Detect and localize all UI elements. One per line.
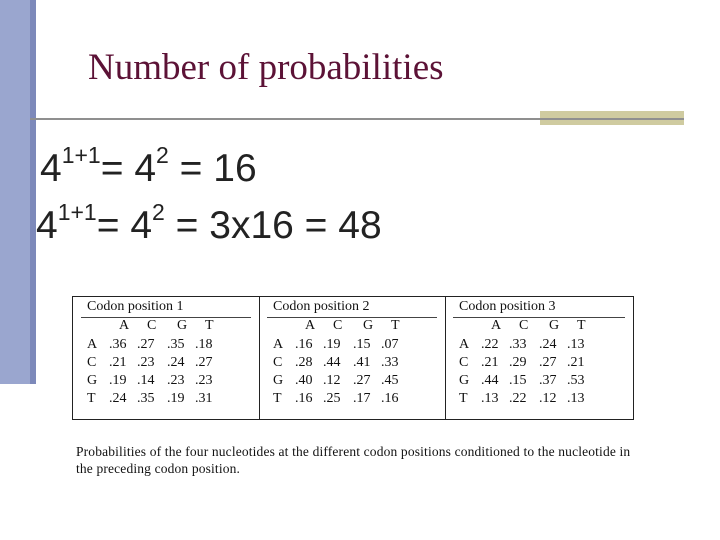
table-caption: Probabilities of the four nucleotides at the different codon positions conditioned to the nucleotide in the preceding codon position. bbox=[76, 444, 631, 476]
column-header: T bbox=[391, 318, 400, 333]
table-cell: .27 bbox=[137, 337, 155, 352]
table-cell: .13 bbox=[567, 337, 585, 352]
codon-position-title: Codon position 3 bbox=[459, 299, 556, 314]
column-header: T bbox=[205, 318, 214, 333]
row-label: T bbox=[459, 391, 468, 406]
table-cell: .18 bbox=[195, 337, 213, 352]
column-header: C bbox=[147, 318, 157, 333]
equation-exponent: 1+1 bbox=[61, 142, 101, 168]
table-cell: .14 bbox=[137, 373, 155, 388]
table-cell: .33 bbox=[381, 355, 399, 370]
table-cell: .27 bbox=[195, 355, 213, 370]
table-cell: .21 bbox=[481, 355, 499, 370]
table-cell: .19 bbox=[323, 337, 341, 352]
equation-base: 4 bbox=[36, 204, 58, 247]
codon-position-block bbox=[73, 297, 259, 419]
table-cell: .21 bbox=[109, 355, 127, 370]
row-label: T bbox=[273, 391, 282, 406]
row-label: C bbox=[273, 355, 283, 370]
row-label: G bbox=[273, 373, 284, 388]
table-cell: .31 bbox=[195, 391, 213, 406]
equation-middle-exponent: 2 bbox=[156, 142, 169, 168]
codon-position-block bbox=[445, 297, 633, 419]
column-header: A bbox=[305, 318, 316, 333]
table-cell: .15 bbox=[509, 373, 527, 388]
table-cell: .23 bbox=[137, 355, 155, 370]
row-label: A bbox=[459, 337, 470, 352]
table-cell: .15 bbox=[353, 337, 371, 352]
table-cell: .24 bbox=[167, 355, 185, 370]
column-header: C bbox=[519, 318, 529, 333]
table-cell: .16 bbox=[295, 337, 313, 352]
left-accent-bar-edge bbox=[30, 0, 36, 384]
codon-position-title: Codon position 1 bbox=[87, 299, 184, 314]
row-label: A bbox=[273, 337, 284, 352]
row-label: G bbox=[459, 373, 470, 388]
row-label: G bbox=[87, 373, 98, 388]
equation-middle-exponent: 2 bbox=[152, 199, 165, 225]
table-cell: .35 bbox=[137, 391, 155, 406]
table-cell: .45 bbox=[381, 373, 399, 388]
column-header: G bbox=[549, 318, 560, 333]
column-header: C bbox=[333, 318, 343, 333]
table-cell: .16 bbox=[381, 391, 399, 406]
equation-2 bbox=[36, 199, 382, 247]
column-header: A bbox=[491, 318, 502, 333]
table-cell: .41 bbox=[353, 355, 371, 370]
table-cell: .12 bbox=[323, 373, 341, 388]
block-header-rule bbox=[453, 317, 625, 318]
table-cell: .19 bbox=[109, 373, 127, 388]
table-cell: .23 bbox=[167, 373, 185, 388]
table-cell: .27 bbox=[539, 355, 557, 370]
table-cell: .22 bbox=[481, 337, 499, 352]
equation-1 bbox=[40, 142, 257, 190]
row-label: C bbox=[87, 355, 97, 370]
block-header-rule bbox=[267, 317, 437, 318]
table-cell: .44 bbox=[323, 355, 341, 370]
title-rule bbox=[30, 118, 684, 120]
equation-middle: = 4 bbox=[100, 147, 157, 190]
table-cell: .19 bbox=[167, 391, 185, 406]
table-cell: .40 bbox=[295, 373, 313, 388]
equation-middle: = 4 bbox=[96, 204, 153, 247]
column-header: G bbox=[177, 318, 188, 333]
table-cell: .25 bbox=[323, 391, 341, 406]
table-cell: .17 bbox=[353, 391, 371, 406]
table-cell: .24 bbox=[109, 391, 127, 406]
table-cell: .23 bbox=[195, 373, 213, 388]
table-cell: .37 bbox=[539, 373, 557, 388]
slide-title: Number of probabilities bbox=[88, 47, 444, 88]
table-cell: .16 bbox=[295, 391, 313, 406]
table-cell: .44 bbox=[481, 373, 499, 388]
table-cell: .53 bbox=[567, 373, 585, 388]
probability-table bbox=[72, 296, 634, 420]
table-cell: .13 bbox=[567, 391, 585, 406]
row-label: T bbox=[87, 391, 96, 406]
table-cell: .28 bbox=[295, 355, 313, 370]
column-header: A bbox=[119, 318, 130, 333]
table-cell: .35 bbox=[167, 337, 185, 352]
table-cell: .24 bbox=[539, 337, 557, 352]
table-cell: .07 bbox=[381, 337, 399, 352]
row-label: C bbox=[459, 355, 469, 370]
block-header-rule bbox=[81, 317, 251, 318]
table-cell: .33 bbox=[509, 337, 527, 352]
codon-position-title: Codon position 2 bbox=[273, 299, 370, 314]
table-cell: .29 bbox=[509, 355, 527, 370]
table-cell: .21 bbox=[567, 355, 585, 370]
table-cell: .22 bbox=[509, 391, 527, 406]
row-label: A bbox=[87, 337, 98, 352]
table-cell: .12 bbox=[539, 391, 557, 406]
codon-position-block bbox=[259, 297, 445, 419]
table-cell: .36 bbox=[109, 337, 127, 352]
column-header: G bbox=[363, 318, 374, 333]
column-header: T bbox=[577, 318, 586, 333]
equation-result: = 3x16 = 48 bbox=[164, 204, 382, 247]
equation-base: 4 bbox=[40, 147, 62, 190]
equation-exponent: 1+1 bbox=[57, 199, 97, 225]
table-cell: .27 bbox=[353, 373, 371, 388]
table-cell: .13 bbox=[481, 391, 499, 406]
equation-result: = 16 bbox=[168, 147, 257, 190]
